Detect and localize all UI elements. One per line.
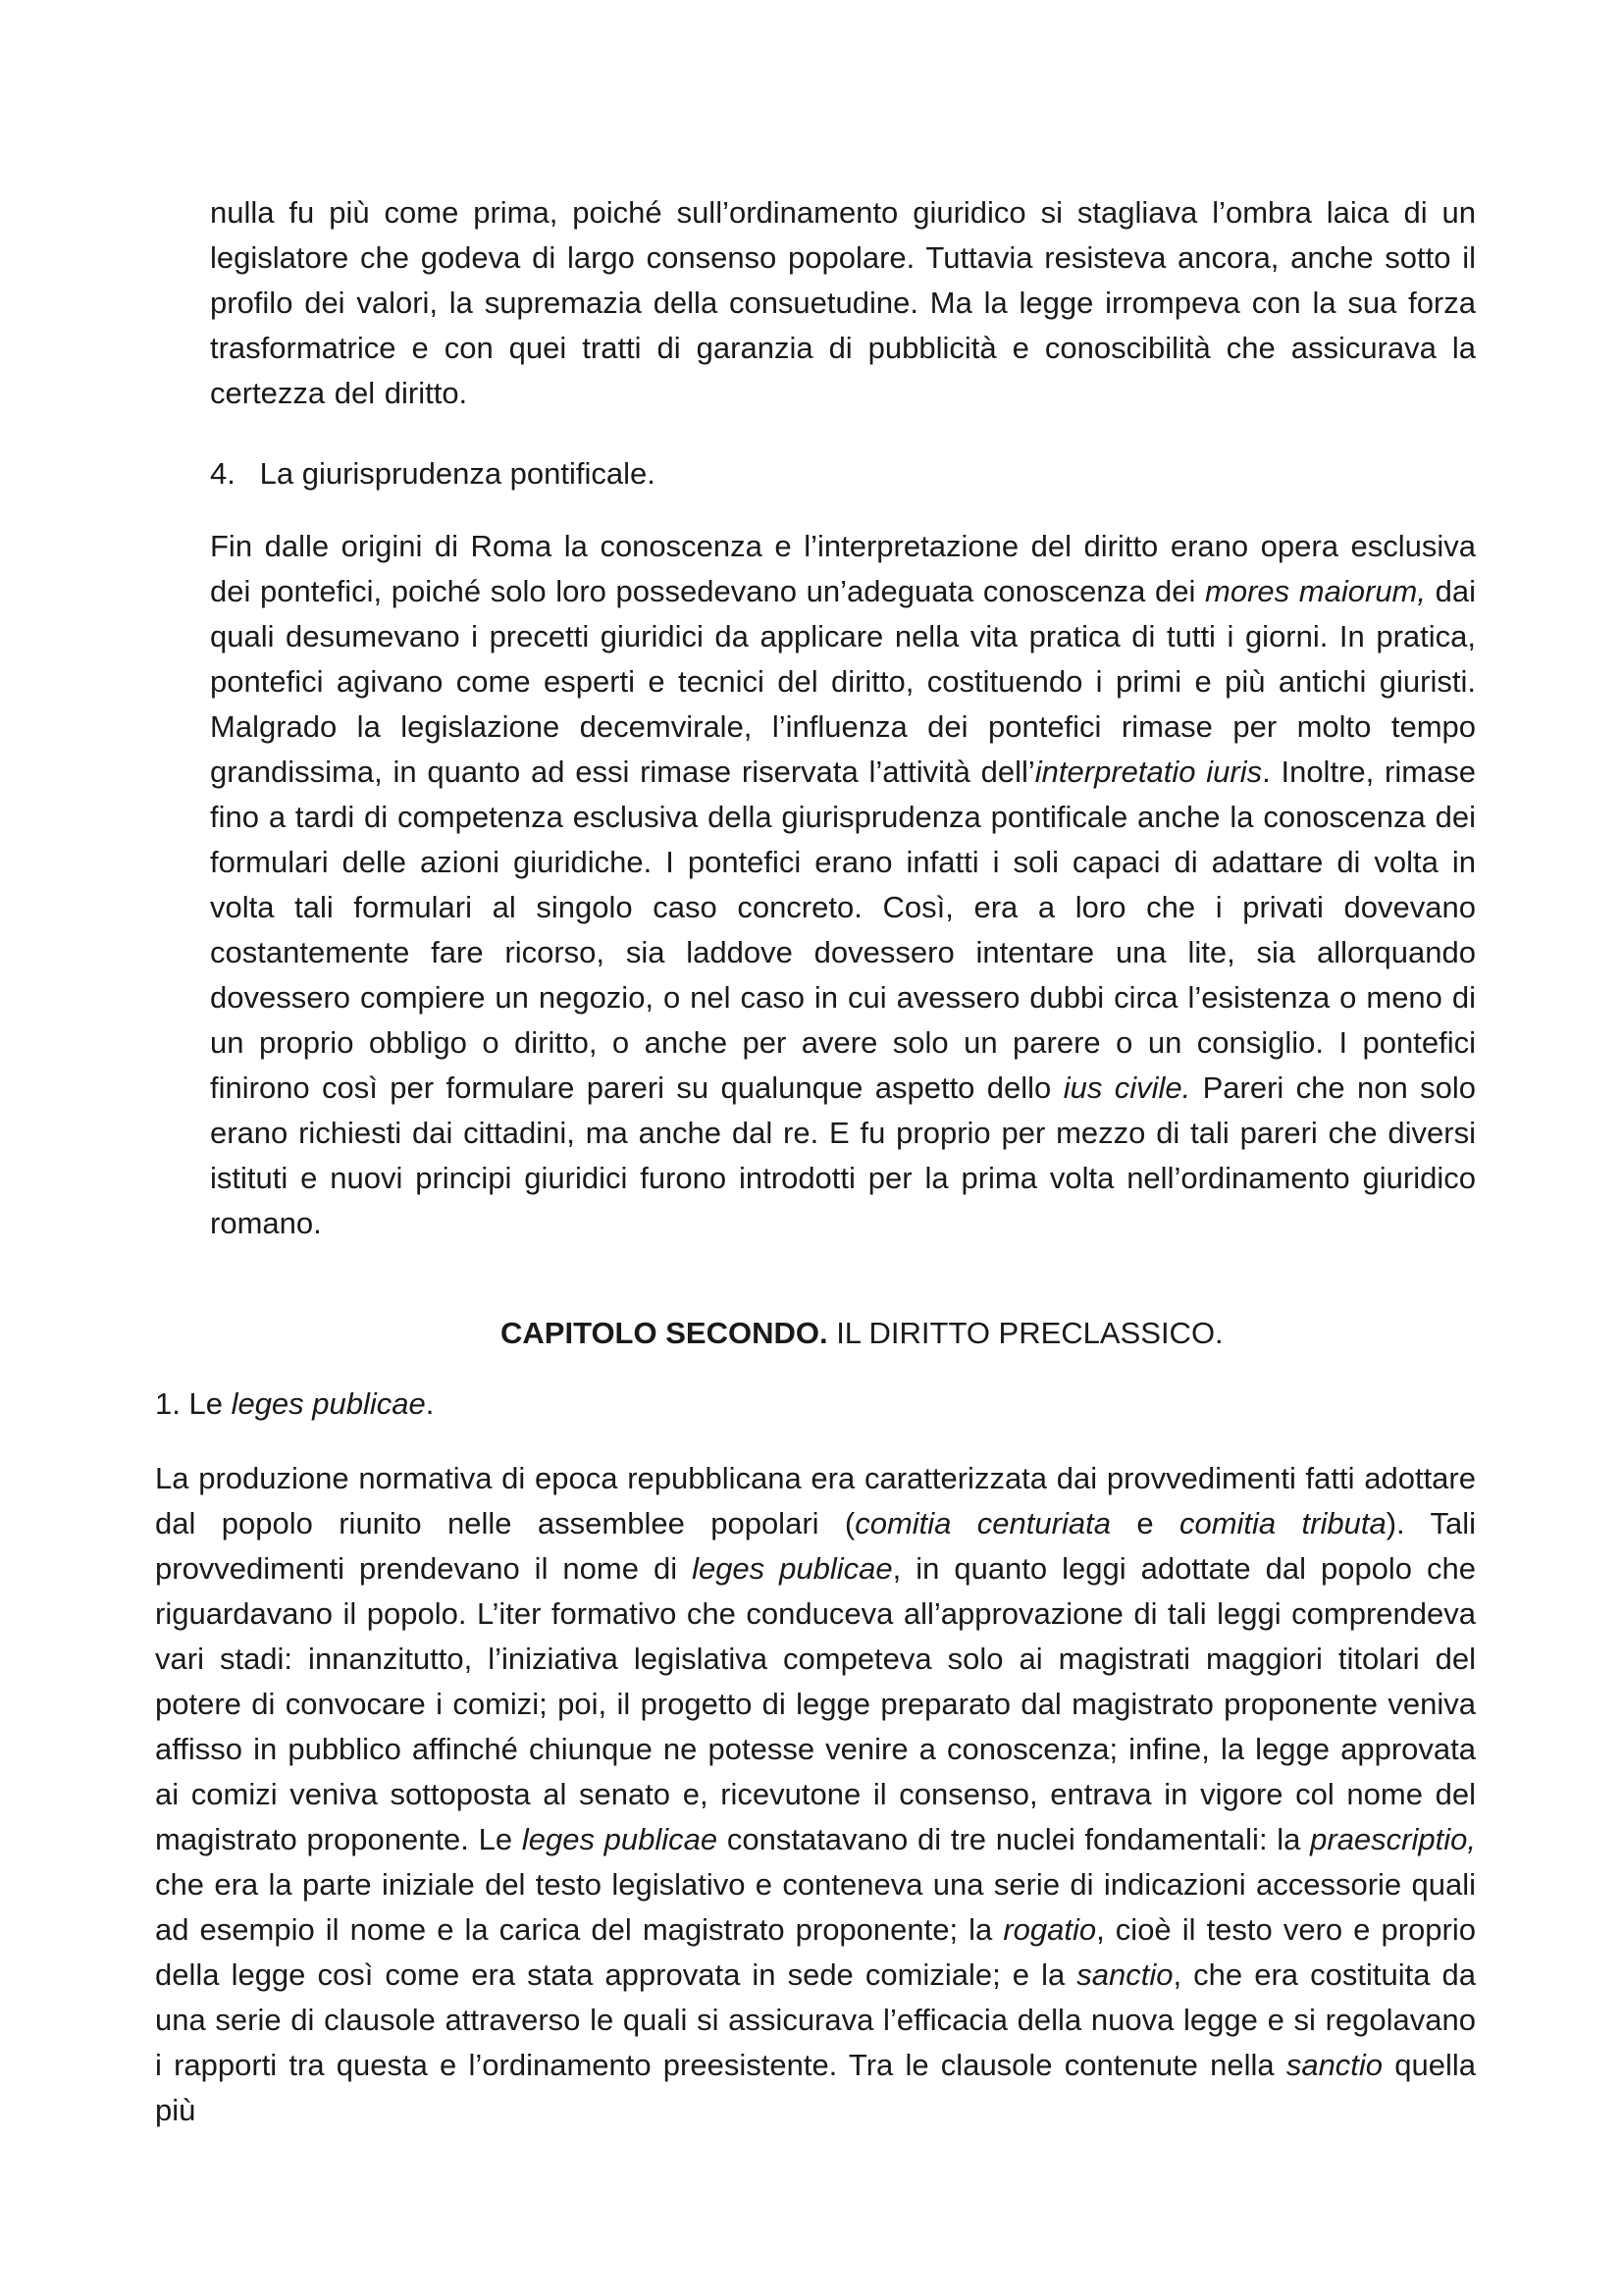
section-number: 4. bbox=[210, 456, 236, 491]
text-run: , in quanto leggi adottate dal popolo che riguardavano il popolo. L’iter formativo che conduceva all’approvazione di tali leggi comprendeva vari stadi: innanzitutto, l’iniziativa legislativa competeva solo ai magistrati maggiori titolari del potere di convocare i comizi; poi, il progetto di legge preparato dal magistrato proponente veniva affisso in pubblico affinché chiunque ne potesse venire a conoscenza; infine, la legge approvata ai comizi veniva sottoposta al senato e, ricevutone il consenso, entrava in vigore col nome del magistrato proponente. Le bbox=[155, 1551, 1477, 1856]
paragraph-giurisprudenza bbox=[210, 524, 1476, 1246]
italic-term: sanctio bbox=[1076, 1957, 1174, 1992]
paragraph-continuation: nulla fu più come prima, poiché sull’ordinamento giuridico si stagliava l’ombra laica di un legislatore che godeva di largo consenso popolare. Tuttavia resisteva ancora, anche sotto il profilo dei valori, la supremazia della consuetudine. Ma la legge irrompeva con la sua forza trasformatrice e con quei tratti di garanzia di pubblicità e conoscibilità che assicurava la certezza del diritto. bbox=[210, 195, 1476, 410]
italic-term: praescriptio, bbox=[1310, 1822, 1476, 1856]
chapter-label: CAPITOLO SECONDO. bbox=[500, 1316, 828, 1350]
section-suffix: . bbox=[425, 1386, 435, 1421]
text-run: che era la parte iniziale del testo legislativo e conteneva una serie di indicazioni accessorie quali ad esempio il nome e la carica del magistrato proponente; la bbox=[155, 1867, 1476, 1947]
text-run: , che era costituita da una serie di clausole attraverso le quali si assicurava l’efficacia della nuova legge e si regolavano i rapporti tra questa e l’ordinamento preesistente. Tra le clausole contenute nella bbox=[155, 1957, 1476, 2082]
section-heading-4 bbox=[210, 451, 655, 496]
text-run: ). Tali provvedimenti prendevano il nome di bbox=[155, 1506, 1476, 1586]
chapter-title: IL DIRITTO PRECLASSICO. bbox=[827, 1316, 1224, 1350]
section-italic-title: leges publicae bbox=[231, 1386, 426, 1421]
section-heading-1 bbox=[155, 1382, 434, 1427]
italic-term: rogatio bbox=[1003, 1912, 1097, 1947]
text-run: e bbox=[1110, 1506, 1179, 1540]
italic-term: leges publicae bbox=[692, 1551, 893, 1586]
text-run: dai quali desumevano i precetti giuridici da applicare nella vita pratica di tutti i giorni. In pratica, pontefici agivano come esperti e tecnici del diritto, costituendo i primi e più antichi giuristi. Malgrado la legislazione decemvirale, l’influenza dei pontefici rimase per molto tempo grandissima, in quanto ad essi rimase riservata l’attività dell’ bbox=[210, 574, 1477, 789]
text-run: constatavano di tre nuclei fondamentali: la bbox=[717, 1822, 1311, 1856]
italic-term: comitia tributa bbox=[1178, 1506, 1387, 1540]
section-title: La giurisprudenza pontificale. bbox=[259, 456, 655, 491]
italic-term: interpretatio iuris bbox=[1034, 755, 1263, 789]
italic-term: sanctio bbox=[1285, 2048, 1384, 2082]
section-prefix: 1. Le bbox=[155, 1386, 232, 1421]
italic-term: leges publicae bbox=[521, 1822, 718, 1856]
text-run: quella più bbox=[155, 2048, 1477, 2127]
italic-term: mores maiorum, bbox=[1205, 574, 1426, 608]
italic-term: comitia centuriata bbox=[855, 1506, 1111, 1540]
text-run: . Inoltre, rimase fino a tardi di competenza esclusiva della giurisprudenza pontificale anche la conoscenza dei formulari delle azioni giuridiche. I pontefici erano infatti i soli capaci di adattare di volta in volta tali formulari al singolo caso concreto. Così, era a loro che i privati dovevano costantemente fare ricorso, sia laddove dovessero intentare una lite, sia allorquando dovessero compiere un negozio, o nel caso in cui avessero dubbi circa l’esistenza o meno di un proprio obbligo o diritto, o anche per avere solo un parere o un consiglio. I pontefici finirono così per formulare pareri su qualunque aspetto dello bbox=[210, 755, 1477, 1105]
text-run: Pareri che non solo erano richiesti dai cittadini, ma anche dal re. E fu proprio per mezzo di tali pareri che diversi istituti e nuovi principi giuridici furono introdotti per la prima volta nell’ordinamento giuridico romano. bbox=[210, 1070, 1477, 1240]
text-run: , cioè il testo vero e proprio della legge così come era stata approvata in sede comiziale; e la bbox=[155, 1912, 1476, 1992]
paragraph-leges-publicae bbox=[155, 1456, 1476, 2133]
chapter-heading bbox=[500, 1311, 1224, 1356]
italic-term: ius civile. bbox=[1063, 1070, 1191, 1105]
text-run: Fin dalle origini di Roma la conoscenza e l’interpretazione del diritto erano opera esclusiva dei pontefici, poiché solo loro possedevano un’adeguata conoscenza dei bbox=[210, 529, 1476, 608]
text-run: La produzione normativa di epoca repubblicana era caratterizzata dai provvedimenti fatti adottare dal popolo riunito nelle assemblee popolari ( bbox=[155, 1461, 1476, 1540]
